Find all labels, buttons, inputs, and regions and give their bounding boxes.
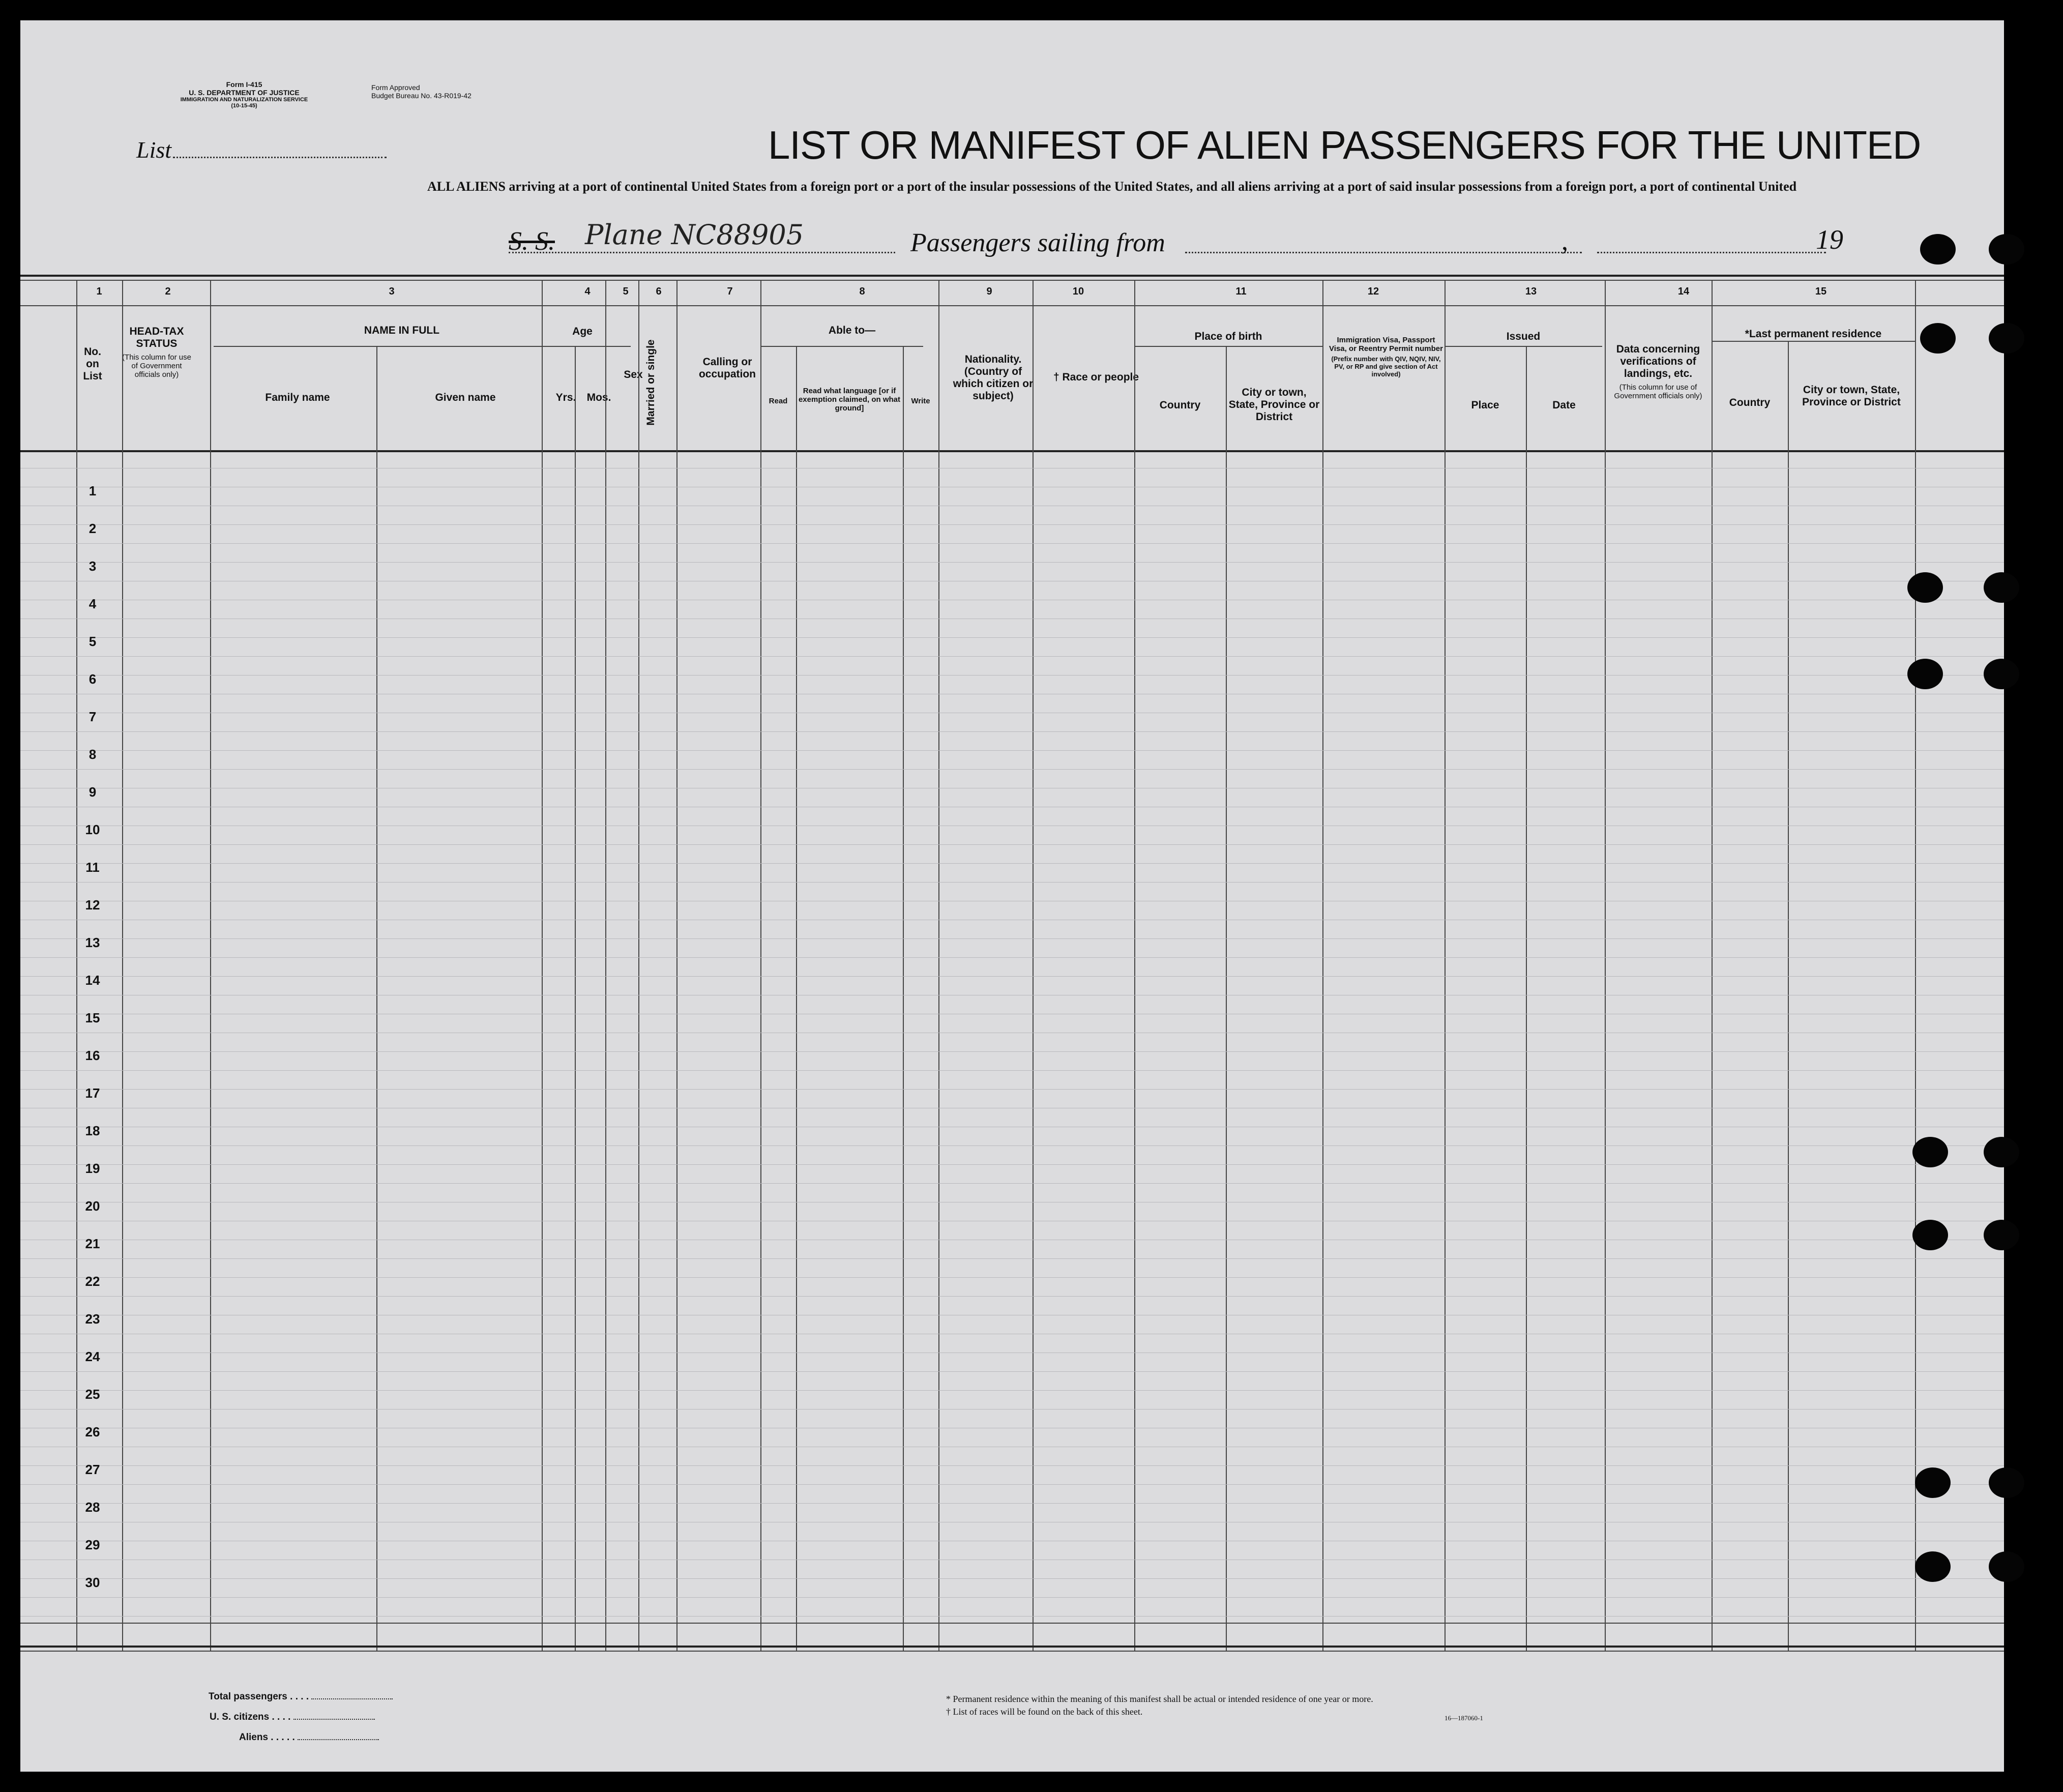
row-number: 19 — [85, 1161, 100, 1176]
header-rule — [20, 275, 2004, 277]
mos-header: Mos. — [586, 392, 611, 403]
row-number: 6 — [89, 671, 97, 687]
row-number: 15 — [85, 1010, 100, 1025]
punch-hole — [1989, 323, 2024, 354]
date-code: (10-15-45) — [231, 103, 257, 109]
col-line — [638, 280, 639, 1651]
col-line — [210, 280, 211, 1651]
row-number: 23 — [85, 1311, 100, 1327]
row-rule — [20, 637, 2004, 638]
row-rule — [20, 1258, 2004, 1259]
row-number: 28 — [85, 1500, 100, 1515]
col-line — [760, 280, 761, 1651]
approval-info — [371, 83, 471, 100]
read-language-header: Read what language [or if exemption claimed, on what ground] — [798, 387, 901, 413]
ss-handwritten: Plane NC88905 — [585, 219, 804, 251]
head-tax-label: HEAD-TAX STATUS — [129, 326, 184, 349]
row-rule — [20, 524, 2004, 525]
form-number: Form I-415 — [226, 80, 262, 89]
family-name-header: Family name — [265, 392, 330, 403]
row-rule — [20, 750, 2004, 751]
bottom-rule — [20, 1623, 2004, 1624]
row-number: 16 — [85, 1048, 100, 1063]
header-rule — [20, 280, 2004, 281]
col-line — [1712, 280, 1713, 1651]
col-line — [575, 346, 576, 1651]
punch-hole — [1920, 323, 1956, 354]
punch-hole — [1907, 572, 1943, 603]
col-line — [1134, 280, 1135, 1651]
row-rule — [20, 543, 2004, 544]
col-number: 3 — [389, 286, 395, 297]
row-number: 22 — [85, 1274, 100, 1289]
race-header: † Race or people — [1053, 371, 1139, 383]
department: U. S. DEPARTMENT OF JUSTICE — [189, 89, 300, 97]
row-rule — [20, 1371, 2004, 1372]
budget: Budget Bureau No. 43-R019-42 — [371, 92, 471, 100]
able-subrule — [760, 346, 923, 347]
row-number: 13 — [85, 935, 100, 950]
col-line — [903, 346, 904, 1651]
heading-rule — [20, 450, 2004, 452]
col-number: 12 — [1367, 286, 1379, 297]
sailing-label: Passengers sailing from — [910, 228, 1165, 257]
row-rule — [20, 1145, 2004, 1146]
aliens-field — [298, 1739, 379, 1740]
row-number: 12 — [85, 897, 100, 913]
col-number: 10 — [1072, 286, 1084, 297]
birth-country-header: Country — [1159, 399, 1201, 411]
punch-hole — [1984, 659, 2019, 689]
row-rule — [20, 1277, 2004, 1278]
birth-city-header: City or town, State, Province or District — [1228, 387, 1320, 423]
col-number: 7 — [727, 286, 733, 297]
col-line — [1526, 346, 1527, 1651]
age-header: Age — [572, 326, 593, 337]
row-rule — [20, 1070, 2004, 1071]
row-number: 29 — [85, 1537, 100, 1552]
birth-subrule — [1134, 346, 1322, 347]
row-rule — [20, 844, 2004, 845]
no-on-list-header: No. on List — [83, 346, 102, 382]
col-line — [1605, 280, 1606, 1651]
col-line — [605, 280, 606, 1651]
col-line — [1788, 341, 1789, 1651]
row-rule — [20, 769, 2004, 770]
punch-hole — [1920, 234, 1956, 265]
col-line — [796, 346, 797, 1651]
punch-hole — [1984, 1220, 2019, 1250]
punch-hole — [1984, 572, 2019, 603]
col-line — [1445, 280, 1446, 1651]
col-number: 1 — [96, 286, 102, 297]
punch-hole — [1912, 1137, 1948, 1167]
nationality-header: Nationality. (Country of which citizen or subject) — [953, 354, 1034, 402]
col-number: 2 — [165, 286, 171, 297]
form-info — [158, 80, 331, 109]
place-of-birth-header: Place of birth — [1194, 331, 1262, 342]
col-number: 8 — [859, 286, 865, 297]
row-number: 3 — [89, 559, 97, 574]
col-line — [1322, 280, 1323, 1651]
us-citizens-label: U. S. citizens . . . . — [210, 1712, 375, 1723]
sailing-port-field — [1185, 252, 1582, 253]
row-rule — [20, 1390, 2004, 1391]
col-line — [1033, 280, 1034, 1651]
row-number: 25 — [85, 1387, 100, 1402]
row-rule — [20, 562, 2004, 563]
calling-header: Calling or occupation — [698, 356, 756, 380]
sailing-comma: , — [1561, 227, 1568, 256]
punch-hole — [1989, 1467, 2024, 1498]
col-line — [1915, 280, 1916, 1651]
col-line — [938, 280, 939, 1651]
total-passengers-label: Total passengers . . . . — [209, 1691, 393, 1702]
punch-hole — [1989, 1551, 2024, 1582]
row-rule — [20, 1484, 2004, 1485]
col-line — [376, 346, 377, 1651]
row-rule — [20, 957, 2004, 958]
col-number: 6 — [656, 286, 662, 297]
col-number: 9 — [986, 286, 992, 297]
row-rule — [20, 1616, 2004, 1617]
punch-hole — [1915, 1551, 1951, 1582]
row-number: 11 — [85, 860, 100, 875]
residence-subrule — [1712, 341, 1915, 342]
row-rule — [20, 656, 2004, 657]
row-number: 17 — [85, 1085, 100, 1101]
row-rule — [20, 1503, 2004, 1504]
aliens-text: Aliens — [239, 1732, 269, 1743]
row-rule — [20, 1164, 2004, 1165]
residence-city-header: City or town, State, Province or District — [1802, 384, 1901, 408]
list-label: List — [136, 137, 172, 163]
name-in-full-header: NAME IN FULL — [364, 325, 440, 336]
footnote-races: † List of races will be found on the back of this sheet. — [946, 1707, 1143, 1717]
row-number: 5 — [89, 634, 97, 649]
bottom-rule — [20, 1651, 2004, 1652]
total-passengers-text: Total passengers — [209, 1691, 287, 1702]
col-line — [676, 280, 677, 1651]
col-number: 11 — [1235, 286, 1247, 297]
col-number: 14 — [1677, 286, 1690, 297]
row-rule — [20, 1597, 2004, 1598]
visa-note: (Prefix number with QIV, NQIV, NIV, PV, or RP and give section of Act involved) — [1331, 355, 1441, 378]
row-number: 20 — [85, 1198, 100, 1214]
visa-header — [1328, 336, 1445, 378]
visa-label: Immigration Visa, Passport Visa, or Reentry Permit number — [1329, 336, 1443, 353]
row-number: 18 — [85, 1123, 100, 1138]
row-number: 8 — [89, 747, 97, 762]
data-concerning-label: Data concerning verifications of landings, etc. — [1616, 343, 1700, 379]
head-tax-note: (This column for use of Government officials only) — [122, 353, 191, 379]
col-number: 5 — [623, 286, 629, 297]
col-number: 15 — [1815, 286, 1827, 297]
punch-hole — [1907, 659, 1943, 689]
row-rule — [20, 882, 2004, 883]
issued-date-header: Date — [1552, 399, 1576, 411]
print-code: 16—187060-1 — [1445, 1714, 1483, 1722]
read-header: Read — [769, 397, 788, 405]
given-name-header: Given name — [435, 392, 496, 403]
row-number: 14 — [85, 973, 100, 988]
punch-hole — [1989, 234, 2024, 265]
row-rule — [20, 1296, 2004, 1297]
issued-header: Issued — [1506, 331, 1541, 342]
issued-place-header: Place — [1471, 399, 1499, 411]
ss-line — [509, 252, 895, 253]
approval: Form Approved — [371, 83, 420, 92]
row-rule — [20, 731, 2004, 732]
sex-header: Sex — [624, 369, 643, 380]
aliens-label: Aliens . . . . . — [239, 1732, 379, 1743]
col-number: 13 — [1525, 286, 1537, 297]
sailing-date-field — [1597, 252, 1826, 253]
us-citizens-field — [293, 1719, 375, 1720]
punch-hole — [1915, 1467, 1951, 1498]
row-number: 10 — [85, 822, 100, 837]
row-number: 9 — [89, 784, 97, 800]
able-to-header: Able to— — [828, 325, 876, 336]
last-residence-header: *Last permanent residence — [1745, 328, 1882, 340]
colnum-rule — [20, 305, 2004, 306]
row-number: 21 — [85, 1236, 100, 1251]
married-header: Married or single — [645, 339, 657, 426]
year-prefix: 19 — [1816, 224, 1843, 255]
issued-subrule — [1445, 346, 1602, 347]
row-number: 26 — [85, 1424, 100, 1440]
row-number: 4 — [89, 596, 97, 611]
row-rule — [20, 1051, 2004, 1052]
subtitle: ALL ALIENS arriving at a port of continental United States from a foreign port or a port of the insular possessions of the United States, and all aliens arriving at a port of said insular possessions from a foreign port, a port of continental United — [427, 179, 1797, 194]
row-rule — [20, 1465, 2004, 1466]
manifest-sheet — [20, 20, 2004, 1772]
row-rule — [20, 863, 2004, 864]
row-rule — [20, 938, 2004, 939]
write-header: Write — [911, 397, 930, 405]
row-rule — [20, 976, 2004, 977]
row-rule — [20, 1089, 2004, 1090]
col-number: 4 — [584, 286, 591, 297]
punch-hole — [1912, 1220, 1948, 1250]
row-number: 24 — [85, 1349, 100, 1364]
col-line — [1226, 346, 1227, 1651]
total-passengers-field — [311, 1698, 393, 1699]
head-tax-header — [121, 326, 192, 379]
col-line — [542, 280, 543, 1651]
data-concerning-header — [1605, 343, 1712, 400]
row-rule — [20, 1578, 2004, 1579]
row-number: 30 — [85, 1575, 100, 1590]
residence-country-header: Country — [1729, 397, 1771, 408]
ss-label: S. S. — [509, 227, 555, 256]
row-number: 27 — [85, 1462, 100, 1477]
footnote-residence: * Permanent residence within the meaning of this manifest shall be actual or intended residence of one year or more. — [946, 1694, 1373, 1704]
row-number: 2 — [89, 521, 97, 536]
row-number: 1 — [89, 483, 97, 498]
us-citizens-text: U. S. citizens — [210, 1712, 270, 1722]
name-subrule — [214, 346, 590, 347]
bottom-rule — [20, 1646, 2004, 1648]
page-title: LIST OR MANIFEST OF ALIEN PASSENGERS FOR THE UNITED — [768, 123, 1921, 167]
service: IMMIGRATION AND NATURALIZATION SERVICE — [180, 97, 308, 103]
yrs-header: Yrs. — [555, 392, 576, 403]
row-rule — [20, 1183, 2004, 1184]
row-number: 7 — [89, 709, 97, 724]
list-line — [173, 157, 387, 158]
punch-hole — [1984, 1137, 2019, 1167]
data-concerning-note: (This column for use of Government officials only) — [1614, 383, 1702, 400]
